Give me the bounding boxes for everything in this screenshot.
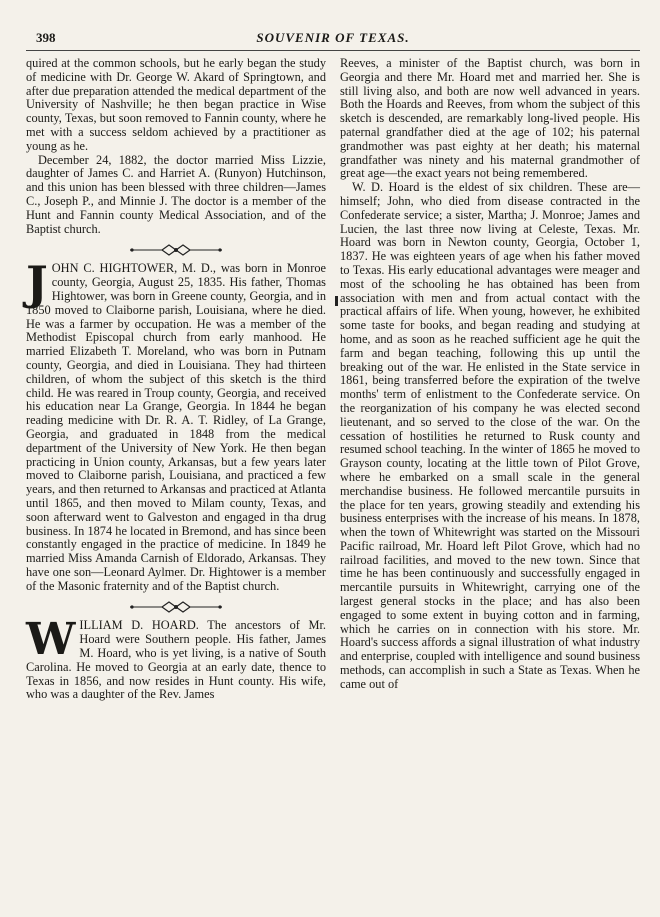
text-columns — [26, 57, 640, 702]
biography-hoard — [26, 614, 327, 702]
paragraph — [26, 256, 326, 593]
margin-mark — [335, 296, 338, 306]
biography-text: was born in Monroe county, Georgia, August 25, 1835. His father, Thomas Hightower, was born in Greene county, Georgia, and in 1850 moved to Claiborne parish, Louisiana, where he died. He was a farmer by occupation. He was a member of the Methodist Episcopal church from early manhood. He married Elizabeth T. Moreland, who was born in Putnam county, Georgia, and died in Louisiana. They had thirteen children, of whom the subject of this sketch is the third child. He was reared in Troup county, Georgia, and received his education near La Grange, Georgia. In 1844 he began reading medicine with Dr. R. A. T. Ridley, of La Grange, Georgia, and graduated in 1848 from the medical department of the University of New York. He then began practicing in Union county, Arkansas, but a few years later moved to Claiborne parish, Louisiana, and practiced a few years, and then returned to Arkansas and practiced at Atlanta until 1865, and then moved to Milam county, Texas, and soon afterward went to Galveston and engaged in tha drug business. In 1874 he located in Bremond, and has since been constantly engaged in the practice of medicine. In 1849 he married Miss Amanda Carnish of Eldorado, Arkansas. They have one son—Leonard Aylmer. Dr. Hightower is a member of the Masonic fraternity and of the Baptist church. — [26, 261, 326, 593]
biography-lead: ILLIAM D. HOARD. — [79, 618, 199, 633]
running-title: SOUVENIR OF TEXAS. — [256, 30, 410, 45]
biography-text: The ancestors of Mr. Hoard were Southern people. His father, James M. Hoard, who is yet living, is a native of South Carolina. He moved to Georgia at an early date, thence to Texas in 1856, and now resides in Hunt county. His wife, who was a daughter of the Rev. James — [26, 618, 327, 702]
left-column — [26, 57, 326, 702]
biography-hightower — [26, 256, 326, 593]
page-number: 398 — [36, 30, 56, 45]
paragraph: W. D. Hoard is the eldest of six children. These are—himself; John, who died from disease contracted in the Confederate service; a sister, Martha; J. Monroe; James and Lucien, the last three now living at Celeste, Texas. Mr. Hoard was born in Newton county, Georgia, October 1, 1837. He was eighteen years of age when his father moved to Texas. His early educational advantages were meager and most of the schooling he has obtained has been from association with men and from actual contact with the practical affairs of life. When young, however, he exhibited some taste for books, and began reading and studying at home, and as soon as he reached sufficient age he quit the farm and began teaching, following this up until the breaking out of the war. He enlisted in the State service in 1861, being transferred before the expiration of the twelve months' term of enlistment to the Confederate service. On the reorganization of his company he was elected second lieutenant, and so served to the close of the war. On the cessation of hostilities he returned to Rusk county and resumed school teaching. In the winter of 1865 he moved to Grayson county, locating at the little town of Pilot Grove, where he embarked on a small scale in the general merchandise business. He followed mercantile pursuits in the place for ten years, growing steadily and extending his business enterprises with the increase of his means. In 1878, when the town of Whitewright was started on the Missouri Pacific railroad, Mr. Hoard left Pilot Grove, which had no railroad facilities, and moved to the new town. Since that time he has been continuously and successfully engaged in mercantile pursuits in Whitewright, carrying one of the largest general stocks in the place; and has also been engaged to some extent in buying cotton and in farming, which he carries on in connection with his store. Mr. Hoard's success affords a signal illustration of what industry and enterprise, coupled with intelligence and sound business methods, can accomplish in such a State as Texas. When he came out of — [340, 180, 640, 691]
ornament-divider-icon — [26, 244, 326, 256]
right-column — [340, 57, 640, 702]
paragraph: Reeves, a minister of the Baptist church, was born in Georgia and there Mr. Hoard met and married her. She is still living also, and both are now well advanced in years. Both the Hoards and Reeves, from whom the subject of this sketch is descended, are remarkably long-lived people. His paternal grandfather died at the age of 102; his paternal grandmother was past eighty at her death; his maternal grandfather was ninety and his maternal grandmother of great age—the exact years not being remembered. — [340, 56, 640, 181]
paragraph: December 24, 1882, the doctor married Miss Lizzie, daughter of James C. and Harriet A. (Runyon) Hutchinson, and this union has been blessed with three children—James C., Joseph P., and Minnie J. The doctor is a member of the Hunt and Fannin county Medical Association, and of the Baptist church. — [26, 152, 326, 236]
paragraph: quired at the common schools, but he early began the study of medicine with Dr. George W. Akard of Springtown, and after due preparation attended the medical department of the University of Nashville; he then began practice in Wise county, Texas, but soon removed to Fannin county, where he met with a success seldom achieved by a practitioner as young as he. — [26, 56, 326, 153]
biography-lead: OHN C. HIGHTOWER, M. D., — [51, 261, 217, 276]
ornament-divider-icon — [26, 601, 326, 613]
drop-cap: J — [26, 256, 48, 311]
running-head — [26, 28, 640, 51]
drop-cap: W — [26, 614, 76, 666]
